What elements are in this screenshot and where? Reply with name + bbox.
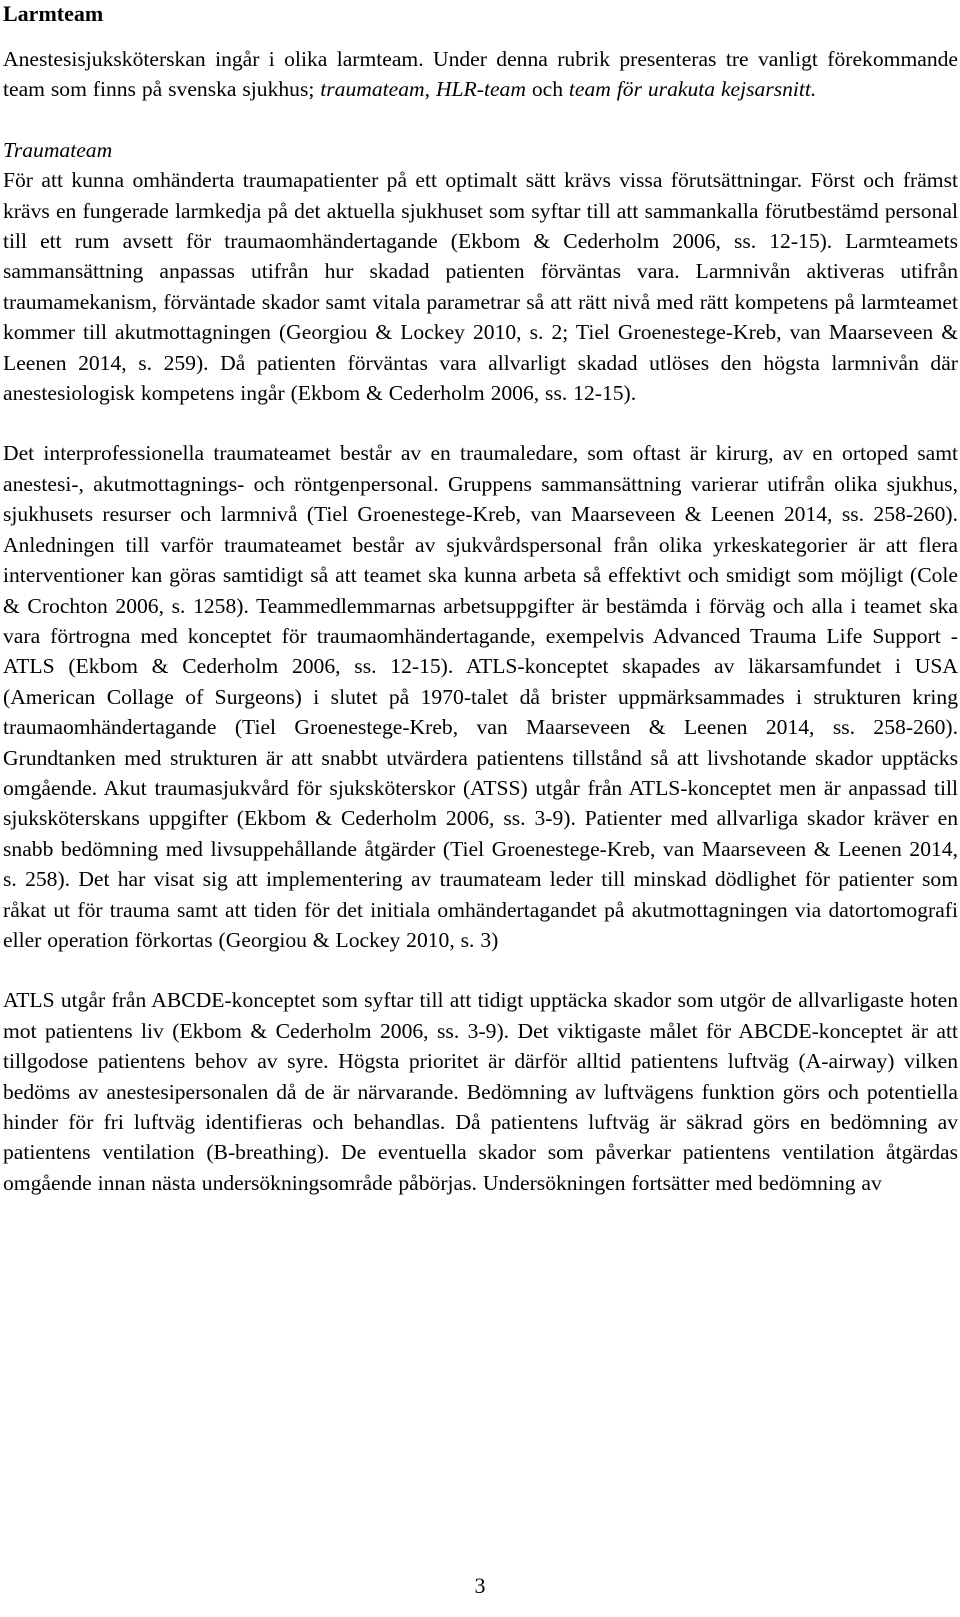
atls-paragraph: ATLS utgår från ABCDE-konceptet som syftar till att tidigt upptäcka skador som utgör de allvarligaste hoten mot patientens liv (Ekbom & Cederholm 2006, ss. 3-9). Det viktigaste målet för ABCDE-konceptet är att tillgodose patientens behov av syre. Högsta prioritet är därför alltid patientens luftväg (A-airway) vilken bedöms av anestesipersonalen då de är närvarande. Bedömning av luftvägens funktion görs och potentiella hinder för fri luftväg identifieras och behandlas. Då patientens luftväg är säkrad görs en bedömning av patientens ventilation (B-breathing). De eventuella skador som påverkar patientens ventilation åtgärdas omgående innan nästa undersökningsområde påbörjas. Undersökningen fortsätter med bedömning av: [3, 988, 958, 1195]
intro-separator: och: [525, 77, 569, 102]
intro-italic-hlr-team: HLR-team: [435, 77, 526, 102]
section-heading: Larmteam: [3, 1, 104, 26]
document-page: [3, 0, 958, 1198]
intro-separator: ,: [424, 77, 436, 102]
trauma-paragraph: För att kunna omhänderta traumapatienter på ett optimalt sätt krävs vissa förutsättningar. Först och främst krävs en fungerade larmkedja på det aktuella sjukhuset som syftar till att sammankalla förutbestämd personal till ett rum avsett för traumaomhändertagande (Ekbom & Cederholm 2006, ss. 12-15). Larmteamets sammansättning anpassas utifrån hur skadad patienten förväntas vara. Larmnivån aktiveras utifrån traumamekanism, förväntade skador samt vitala parametrar så att rätt nivå med rätt kompetens på larmteamet kommer till akutmottagningen (Georgiou & Lockey 2010, s. 2; Tiel Groenestege-Kreb, van Maarseveen & Leenen 2014, s. 259). Då patienten förväntas vara allvarligt skadad utlöses den högsta larmnivån där anestesiologisk kompetens ingår (Ekbom & Cederholm 2006, ss. 12-15).: [3, 168, 958, 406]
team-paragraph: Det interprofessionella traumateamet består av en traumaledare, som oftast är kirurg, av en ortoped samt anestesi-, akutmottagnings- och röntgenpersonal. Gruppens sammansättning varierar utifrån olika sjukhus, sjukhusets resurser och larmnivå (Tiel Groenestege-Kreb, van Maarseveen & Leenen 2014, ss. 258-260). Anledningen till varför traumateamet består av sjukvårdspersonal från olika yrkeskategorier är att flera interventioner kan göras samtidigt så att teamet ska kunna arbeta så effektivt och smidigt som möjligt (Cole & Crochton 2006, s. 1258). Teammedlemmarnas arbetsuppgifter är bestämda i förväg och alla i teamet ska vara förtrogna med konceptet för traumaomhändertagande, exempelvis Advanced Trauma Life Support - ATLS (Ekbom & Cederholm 2006, ss. 12-15). ATLS-konceptet skapades av läkarsamfundet i USA (American Collage of Surgeons) i slutet på 1970-talet då brister uppmärksammades i strukturen kring traumaomhändertagande (Tiel Groenestege-Kreb, van Maarseveen & Leenen 2014, ss. 258-260). Grundtanken med strukturen är att snabbt utvärdera patientens tillstånd så att livshotande skador upptäcks omgående. Akut traumasjukvård för sjuksköterskor (ATSS) utgår från ATLS-konceptet men är anpassad till sjuksköterskans uppgifter (Ekbom & Cederholm 2006, ss. 3-9). Patienter med allvarliga skador kräver en snabb bedömning med livsuppehållande åtgärder (Tiel Groenestege-Kreb, van Maarseveen & Leenen 2014, s. 258). Det har visat sig att implementering av traumateam leder till minskad dödlighet för patienter som råkat ut för trauma samt att tiden för det initiala omhändertagandet på akutmottagningen via datortomografi eller operation förkortas (Georgiou & Lockey 2010, s. 3): [3, 441, 958, 952]
intro-text: Anestesisjuksköterskan ingår i olika larmteam. Under denna rubrik presenteras tre vanligt förekommande team som finns på svenska sjukhus;: [3, 47, 958, 102]
intro-paragraph: [3, 44, 958, 105]
intro-italic-kejsarsnitt: team för urakuta kejsarsnitt.: [568, 77, 817, 102]
page-number: 3: [474, 1573, 486, 1598]
subsection-heading: Traumateam: [3, 137, 113, 162]
intro-italic-traumateam: traumateam: [320, 77, 425, 102]
